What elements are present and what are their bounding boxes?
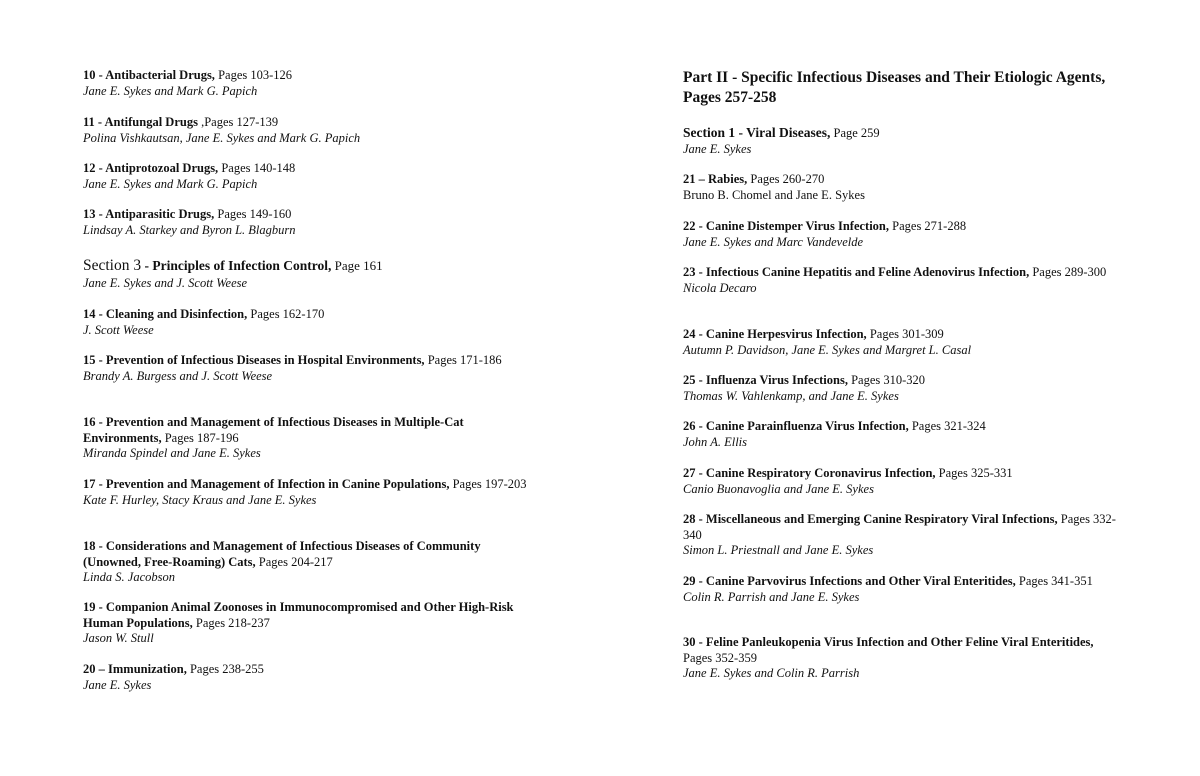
entry-pages: Pages 341-351 (1015, 574, 1093, 588)
entry-pages: Pages 321-324 (908, 419, 986, 433)
entry-title: 21 – Rabies, (683, 172, 748, 186)
entry-pages: Pages 310-320 (847, 373, 926, 387)
entry-pages: Pages 204-217 (255, 554, 333, 569)
entry-authors: Lindsay A. Starkey and Byron L. Blagburn (83, 222, 296, 237)
entry-pages: Pages 162-170 (247, 307, 325, 321)
entry-title: 26 - Canine Parainfluenza Virus Infection, (683, 419, 909, 433)
entry-pages: Pages 140-148 (218, 161, 296, 175)
entry-authors: Miranda Spindel and Jane E. Sykes (83, 446, 261, 460)
entry-pages: Pages 332-340 (683, 512, 1116, 542)
toc-entry-23 (683, 265, 1123, 296)
toc-entry-20 (83, 662, 533, 693)
toc-entry-26 (683, 419, 1123, 450)
toc-entry-14 (83, 307, 533, 338)
entry-authors: Nicola Decaro (683, 280, 757, 295)
entry-authors: Jane E. Sykes and Colin R. Parrish (683, 666, 860, 680)
entry-authors: Jane E. Sykes and Mark G. Papich (83, 83, 258, 98)
toc-entry-15 (83, 353, 533, 384)
entry-authors: Simon L. Priestnall and Jane E. Sykes (683, 543, 874, 557)
toc-entry-18 (83, 539, 533, 586)
toc-entry-27 (683, 466, 1123, 497)
toc-entry-29 (683, 574, 1123, 605)
section-pages: Page 161 (331, 258, 383, 273)
section-title: - Principles of Infection Control, (141, 258, 332, 273)
entry-title: 30 - Feline Panleukopenia Virus Infection and Other Feline Viral Enteritides, (683, 635, 1094, 649)
entry-pages: Pages 289-300 (1029, 265, 1107, 279)
entry-pages: Pages 271-288 (889, 219, 967, 233)
entry-title: 25 - Influenza Virus Infections, (683, 373, 848, 387)
entry-pages: Pages 149-160 (214, 207, 292, 221)
toc-entry-21 (683, 172, 1123, 203)
entry-title: 20 – Immunization, (83, 662, 187, 676)
entry-title: 14 - Cleaning and Disinfection, (83, 307, 248, 321)
toc-entry-28 (683, 512, 1123, 559)
entry-authors: Jane E. Sykes and Marc Vandevelde (683, 234, 864, 249)
entry-authors: Bruno B. Chomel and Jane E. Sykes (683, 187, 865, 202)
entry-title: 10 - Antibacterial Drugs, (83, 68, 215, 82)
entry-authors: Colin R. Parrish and Jane E. Sykes (683, 589, 860, 604)
entry-authors: Autumn P. Davidson, Jane E. Sykes and Margret L. Casal (683, 342, 972, 357)
entry-pages: Pages 325-331 (935, 466, 1013, 480)
entry-authors: Thomas W. Vahlenkamp, and Jane E. Sykes (683, 388, 899, 403)
entry-pages: Pages 218-237 (192, 615, 270, 630)
entry-title: 19 - Companion Animal Zoonoses in Immunocompromised and Other High-Risk Human Populations, (83, 600, 514, 630)
entry-pages: Pages 187-196 (161, 430, 239, 445)
entry-title: 13 - Antiparasitic Drugs, (83, 207, 215, 221)
section-pages: Page 259 (830, 126, 880, 140)
toc-entry-19 (83, 600, 533, 647)
section-authors: Jane E. Sykes and J. Scott Weese (83, 276, 248, 290)
entry-pages: Pages 238-255 (186, 662, 264, 676)
entry-title: 27 - Canine Respiratory Coronavirus Infection, (683, 466, 936, 480)
entry-title: 18 - Considerations and Management of Infectious Diseases of Community (Unowned, Free-Roaming) Cats, (83, 539, 481, 569)
entry-title: 22 - Canine Distemper Virus Infection, (683, 219, 890, 233)
entry-title: 17 - Prevention and Management of Infection in Canine Populations, (83, 477, 450, 491)
entry-title: 24 - Canine Herpesvirus Infection, (683, 327, 867, 341)
entry-title: 29 - Canine Parvovirus Infections and Other Viral Enteritides, (683, 574, 1016, 588)
entry-authors: J. Scott Weese (83, 322, 154, 337)
part-2-heading: Part II - Specific Infectious Diseases and Their Etiologic Agents, Pages 257-258 (683, 69, 1106, 106)
toc-entry-13 (83, 207, 533, 238)
entry-pages: Pages 103-126 (214, 68, 293, 82)
entry-pages: Pages 197-203 (449, 477, 527, 491)
entry-authors: Jason W. Stull (83, 631, 154, 645)
entry-title: 12 - Antiprotozoal Drugs, (83, 161, 219, 175)
toc-entry-30 (683, 635, 1123, 682)
toc-entry-24 (683, 327, 1123, 358)
entry-title: 16 - Prevention and Management of Infectious Diseases in Multiple-Cat Environments, (83, 415, 464, 445)
entry-title: 23 - Infectious Canine Hepatitis and Feline Adenovirus Infection, (683, 265, 1030, 279)
entry-pages: ,Pages 127-139 (197, 115, 279, 129)
toc-entry-17 (83, 477, 533, 508)
entry-authors: Canio Buonavoglia and Jane E. Sykes (683, 481, 874, 496)
entry-pages: Pages 352-359 (683, 650, 757, 665)
entry-authors: Jane E. Sykes and Mark G. Papich (83, 176, 258, 191)
toc-entry-25 (683, 373, 1123, 404)
section-1-heading (683, 124, 1123, 157)
toc-entry-11 (83, 115, 533, 146)
entry-title: 28 - Miscellaneous and Emerging Canine Respiratory Viral Infections, (683, 512, 1058, 526)
entry-title: 15 - Prevention of Infectious Diseases in Hospital Environments, (83, 353, 425, 367)
entry-title: 11 - Antifungal Drugs (83, 115, 198, 129)
section-title: Section 1 - Viral Diseases, (683, 125, 831, 140)
section-3-heading (83, 256, 533, 290)
entry-pages: Pages 171-186 (424, 353, 502, 367)
toc-entry-12 (83, 161, 533, 192)
toc-entry-16 (83, 415, 533, 462)
toc-entry-10 (83, 68, 533, 99)
entry-pages: Pages 301-309 (866, 327, 944, 341)
entry-authors: Polina Vishkautsan, Jane E. Sykes and Mark G. Papich (83, 130, 361, 145)
entry-authors: Brandy A. Burgess and J. Scott Weese (83, 368, 273, 383)
entry-authors: Kate F. Hurley, Stacy Kraus and Jane E. Sykes (83, 492, 317, 507)
section-label: Section 3 (83, 257, 142, 274)
entry-authors: Jane E. Sykes (83, 677, 152, 692)
section-authors: Jane E. Sykes (683, 142, 752, 156)
entry-pages: Pages 260-270 (747, 172, 825, 186)
toc-entry-22 (683, 219, 1123, 250)
entry-authors: Linda S. Jacobson (83, 570, 176, 584)
entry-authors: John A. Ellis (683, 434, 748, 449)
